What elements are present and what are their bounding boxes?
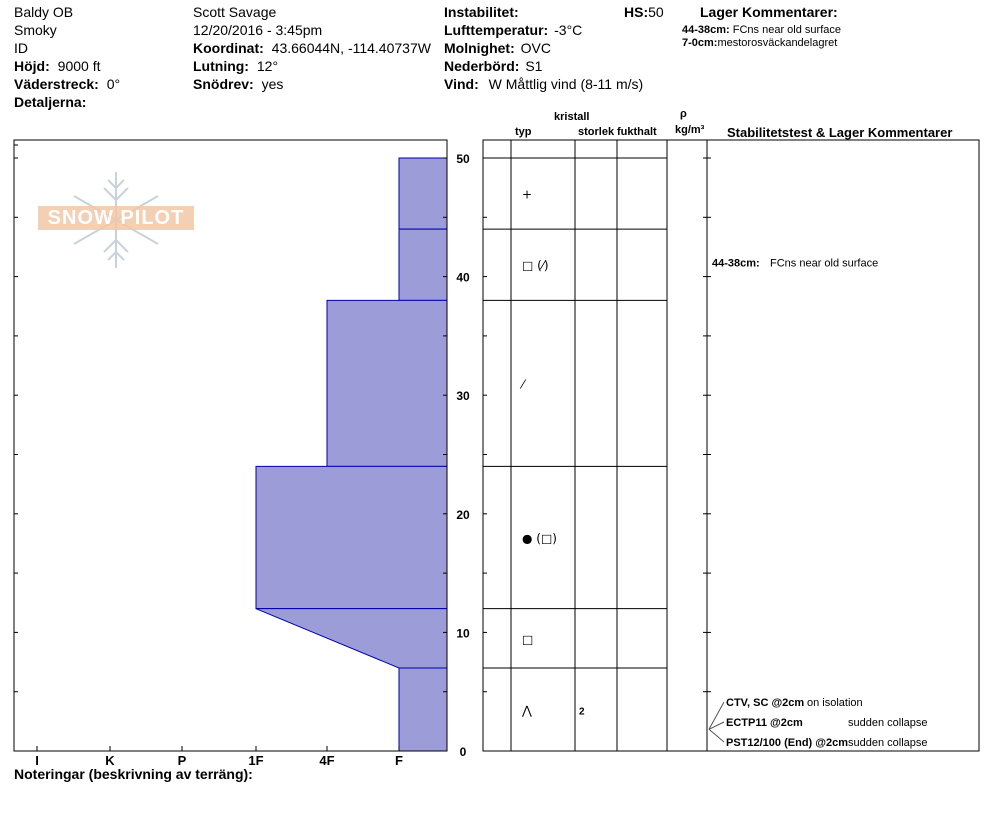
- depth-label-20: 20: [456, 507, 470, 522]
- instability-label: Instabilitet:: [444, 4, 519, 20]
- stability-layer-comment-text: FCns near old surface: [770, 257, 879, 270]
- hs-value: 50: [648, 4, 664, 20]
- type-header: typ: [515, 126, 532, 138]
- crystal-size-6: 2: [579, 706, 585, 718]
- stability-test-result-2: sudden collapse: [848, 717, 928, 729]
- hardness-layer-4: [256, 466, 447, 608]
- hardness-layer-2: [399, 229, 447, 300]
- layer-comment-1-depth: 44-38cm:: [682, 24, 730, 36]
- slope-value: 12°: [256, 58, 279, 74]
- stability-header: Stabilitetstest & Lager Kommentarer: [727, 125, 953, 140]
- elevation-value: 9000 ft: [57, 58, 101, 74]
- hardness-label-P: P: [177, 753, 187, 768]
- crystal-symbol-3: ⁄: [522, 377, 525, 392]
- layer-comments-label: Lager Kommentarer:: [700, 4, 838, 20]
- hardness-label-K: K: [105, 753, 115, 768]
- crystal-symbol-2: □ (⁄): [522, 258, 549, 273]
- sky-value: OVC: [520, 40, 551, 56]
- rho-header: ρ: [680, 108, 687, 120]
- aspect-label: Väderstreck:: [14, 76, 99, 92]
- crystal-symbol-6: ⋀: [522, 703, 532, 718]
- hardness-layer-1: [399, 158, 447, 229]
- depth-label-50: 50: [456, 152, 470, 166]
- hardness-label-4F: 4F: [319, 753, 335, 768]
- size-header: storlek: [578, 126, 615, 138]
- crystal-symbol-5: □: [522, 632, 534, 647]
- stability-test-result-1: on isolation: [807, 697, 863, 709]
- hardness-layer-6: [399, 668, 447, 751]
- stability-test-result-3: sudden collapse: [848, 737, 928, 749]
- drift-label: Snödrev:: [193, 76, 254, 92]
- slope-label: Lutning:: [193, 58, 249, 74]
- elevation-label: Höjd:: [14, 58, 50, 74]
- table-frame: [483, 140, 979, 751]
- subregion-name: Smoky: [14, 22, 57, 38]
- coordinate-value: 43.66044N, -114.40737W: [271, 40, 431, 56]
- id-label: ID: [14, 40, 28, 56]
- layer-comment-2-text: mestorosväckandelagret: [717, 37, 838, 49]
- sky-label: Molnighet:: [444, 40, 515, 56]
- crystal-header: kristall: [554, 111, 590, 123]
- drift-value: yes: [261, 76, 284, 92]
- stability-test-arrow-3: [709, 729, 724, 742]
- wind-label: Vind:: [444, 76, 479, 92]
- details-label: Detaljerna:: [14, 94, 87, 110]
- hardness-label-1F: 1F: [248, 753, 264, 768]
- stability-test-code-1: CTV, SC @2cm: [726, 697, 805, 709]
- stability-test-code-2: ECTP11 @2cm: [726, 717, 803, 729]
- crystal-symbol-4: ● (□): [522, 531, 557, 546]
- precip-value: S1: [525, 58, 543, 74]
- moisture-header: fukthalt: [617, 126, 657, 138]
- aspect-value: 0°: [106, 76, 121, 92]
- layer-comment-2-depth: 7-0cm:: [682, 37, 718, 49]
- precip-label: Nederbörd:: [444, 58, 520, 74]
- density-unit-header: kg/m³: [675, 124, 705, 136]
- hardness-label-F: F: [395, 753, 403, 768]
- hardness-layer-3: [327, 300, 447, 466]
- hardness-label-I: I: [35, 753, 39, 768]
- observation-datetime: 12/20/2016 - 3:45pm: [193, 22, 323, 38]
- stability-test-code-3: PST12/100 (End) @2cm: [726, 737, 848, 749]
- observer-name: Scott Savage: [193, 4, 277, 20]
- airtemp-label: Lufttemperatur:: [444, 22, 549, 38]
- stability-layer-comment-depth: 44-38cm:: [712, 257, 760, 270]
- hardness-layer-5: [256, 609, 447, 668]
- layer-comment-1-text: FCns near old surface: [732, 24, 841, 36]
- crystal-symbol-1: +: [522, 187, 533, 202]
- depth-label-30: 30: [456, 389, 470, 404]
- coordinate-label: Koordinat:: [193, 40, 264, 56]
- notes-label: Noteringar (beskrivning av terräng):: [14, 766, 253, 782]
- depth-label-40: 40: [456, 270, 470, 285]
- snowpilot-logo-text: SNOW PILOT: [38, 206, 194, 230]
- location-name: Baldy OB: [14, 4, 74, 20]
- depth-label-0: 0: [459, 745, 467, 759]
- depth-label-10: 10: [456, 626, 470, 641]
- airtemp-value: -3°C: [554, 22, 583, 38]
- hs-label: HS:: [624, 4, 649, 20]
- wind-value: W Måttlig vind (8-11 m/s): [488, 76, 644, 92]
